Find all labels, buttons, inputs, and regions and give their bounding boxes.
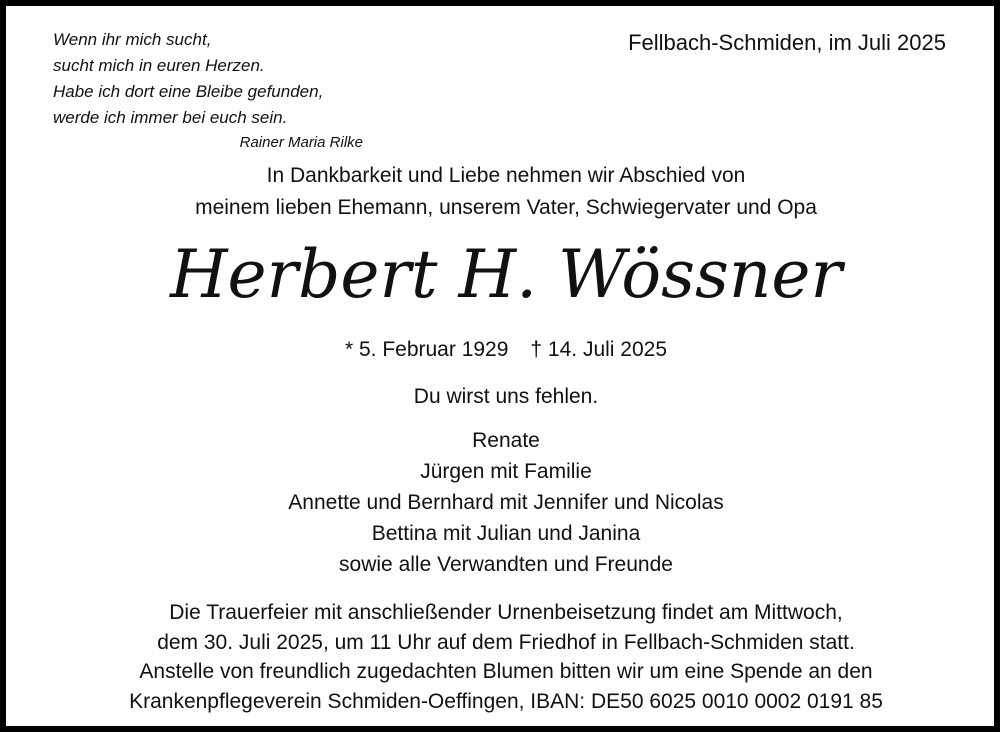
ceremony-line: Krankenpflegeverein Schmiden-Oeffingen, IBAN: DE50 6025 0010 0002 0191 85 [129,689,883,713]
poem-line: sucht mich in euren Herzen. [53,56,265,75]
birth-date: * 5. Februar 1929 [344,338,509,361]
mourner-entry: sowie alle Verwandten und Freunde [339,553,673,576]
farewell-message: Du wirst uns fehlen. [413,385,599,408]
poem-line: werde ich immer bei euch sein. [53,108,288,127]
mourners-list [6,425,1000,580]
deceased-name: Herbert H. Wössner [170,236,842,313]
ceremony-line: Anstelle von freundlich zugedachten Blumen bitten wir um eine Spende an den [139,660,873,683]
death-date: † 14. Juli 2025 [530,338,668,361]
poem-author: Rainer Maria Rilke [239,134,363,151]
poem-line: Habe ich dort eine Bleibe gefunden, [53,82,324,101]
ceremony-line: dem 30. Juli 2025, um 11 Uhr auf dem Friedhof in Fellbach-Schmiden statt. [157,630,855,654]
life-dates [6,335,1000,365]
intro-line: In Dankbarkeit und Liebe nehmen wir Abschied von [266,164,746,187]
poem-quote [53,27,383,155]
mourner-entry: Renate [472,429,540,452]
ceremony-line: Die Trauerfeier mit anschließender Urnenbeisetzung findet am Mittwoch, [169,601,843,624]
intro-line: meinem lieben Ehemann, unserem Vater, Schwiegervater und Opa [195,196,817,219]
mourner-entry: Jürgen mit Familie [420,460,592,483]
mourner-entry: Annette und Bernhard mit Jennifer und Nicolas [288,491,724,514]
place-and-date: Fellbach-Schmiden, im Juli 2025 [628,30,946,55]
intro-text [6,160,1000,224]
ceremony-info [6,598,1000,716]
poem-line: Wenn ihr mich sucht, [53,30,212,49]
mourner-entry: Bettina mit Julian und Janina [371,522,641,545]
